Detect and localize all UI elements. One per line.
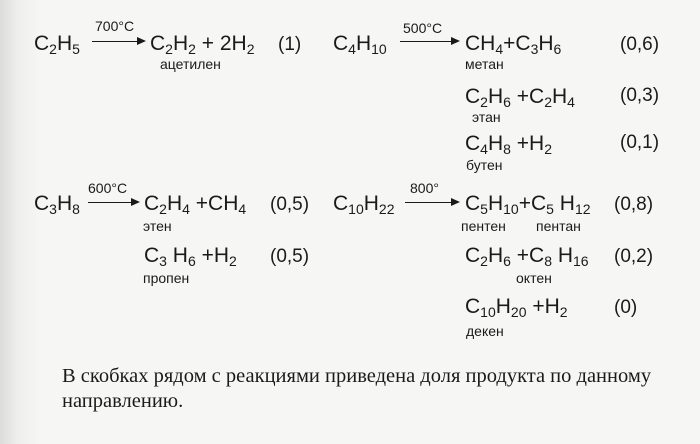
- product-fraction: (0,5): [270, 194, 310, 215]
- product-fraction: (0,6): [620, 34, 660, 55]
- product-formula: $C_2H_6 +C_2H_4$: [465, 85, 575, 110]
- product-fraction: (0,3): [620, 85, 660, 106]
- reactant-formula: $C_{10}H_{22}$: [333, 192, 395, 217]
- product-fraction: (0,5): [270, 246, 310, 267]
- product-formula: $CH_4+C_3H_6$: [465, 32, 562, 57]
- reaction-arrow: [400, 41, 458, 42]
- product-name: бутен: [466, 157, 503, 173]
- reaction-condition: 700°С: [95, 18, 135, 34]
- product-formula: $C_2H_2 + 2H_2$: [150, 32, 255, 57]
- reaction-arrow: [405, 202, 458, 203]
- reaction-arrow: [92, 41, 144, 42]
- product-name: этан: [472, 109, 501, 125]
- product-formula: $C_4H_8 +H_2$: [465, 132, 552, 157]
- product-name: декен: [466, 323, 504, 339]
- reaction-condition: 600°С: [88, 180, 128, 196]
- product-formula: $C_2H_4 +CH_4$: [144, 192, 247, 217]
- footnote-text: В скобках рядом с реакциями приведена доля продукта по данному направлению.: [62, 365, 652, 412]
- product-name: пропен: [143, 270, 190, 286]
- reaction-arrow: [88, 202, 138, 203]
- reactant-formula: $C_4H_{10}$: [333, 32, 387, 57]
- product-fraction: (1): [278, 34, 302, 55]
- product-name: октен: [516, 270, 552, 286]
- product-name: пентан: [536, 218, 581, 234]
- product-formula: $C_3$ $H_6 +H_2$: [144, 244, 237, 269]
- reactant-formula: $C_2H_5$: [34, 32, 80, 57]
- product-formula: $C_5H_{10}+C_5$ $H_{12}$: [465, 192, 591, 217]
- product-name: пентен: [461, 218, 506, 234]
- product-fraction: (0,2): [614, 246, 654, 267]
- product-name: этен: [143, 218, 172, 234]
- reaction-condition: 800°: [410, 180, 439, 196]
- product-fraction: (0,8): [614, 194, 654, 215]
- product-formula: $C_2H_6 +C_8$ $H_{16}$: [465, 244, 589, 269]
- reactant-formula: $C_3H_8$: [34, 192, 80, 217]
- product-name: ацетилен: [160, 56, 221, 72]
- product-name: метан: [465, 56, 504, 72]
- product-fraction: (0,1): [620, 132, 660, 153]
- product-formula: $C_{10}H_{20} +H_2$: [465, 295, 568, 320]
- reaction-condition: 500°С: [403, 20, 443, 36]
- product-fraction: (0): [614, 297, 638, 318]
